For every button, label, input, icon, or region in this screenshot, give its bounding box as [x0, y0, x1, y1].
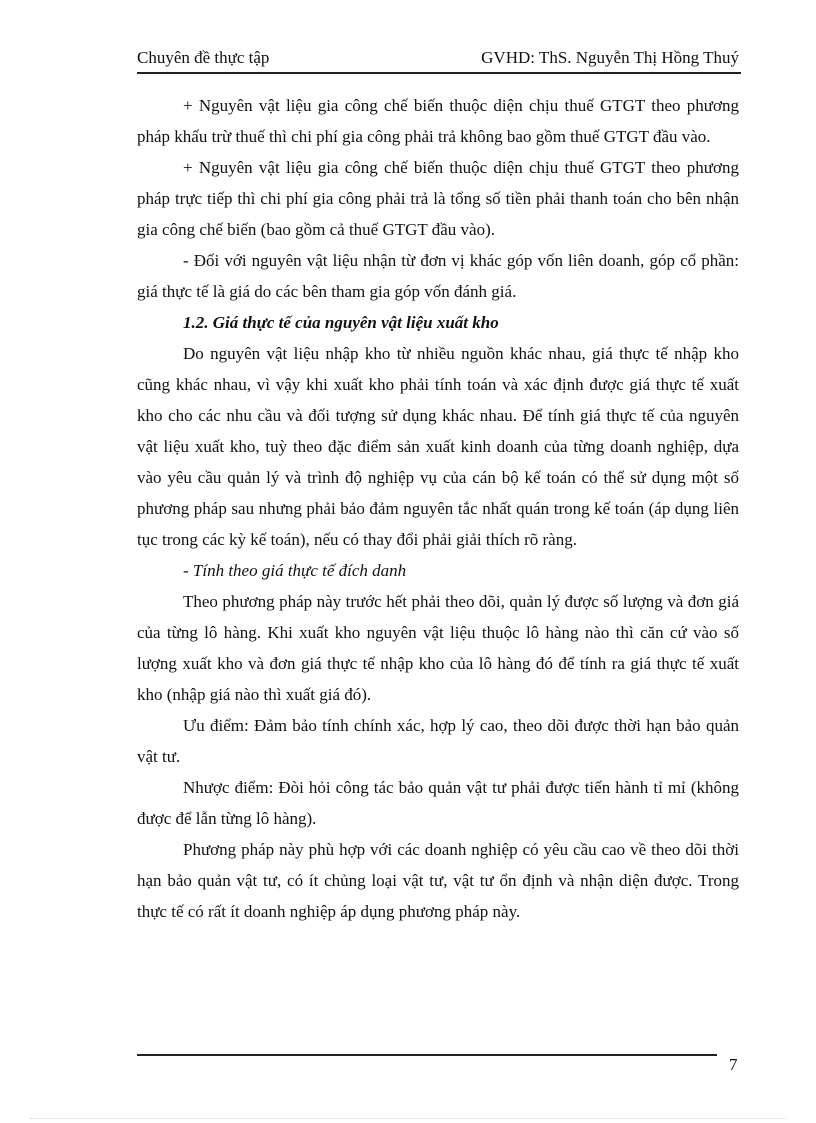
paragraph-applicability: Phương pháp này phù hợp với các doanh nghiệp có yêu cầu cao về theo dõi thời hạn bảo quản vật tư, có ít chủng loại vật tư, vật tư ổn định và nhận diện được. Trong thực tế có rất ít doanh nghiệp áp dụng phương pháp này.	[137, 840, 739, 921]
footer-divider	[137, 1054, 717, 1056]
page-header	[137, 48, 739, 72]
paragraph-disadvantages: Nhược điểm: Đòi hỏi công tác bảo quản vật tư phải được tiến hành tỉ mỉ (không được để lẫn từng lô hàng).	[137, 778, 739, 828]
header-title: Chuyên đề thực tập	[137, 48, 270, 67]
paragraph-joint-venture: - Đối với nguyên vật liệu nhận từ đơn vị khác góp vốn liên doanh, góp cổ phần: giá thực tế là giá do các bên tham gia góp vốn đánh giá.	[137, 251, 739, 301]
paragraph-method-description: Theo phương pháp này trước hết phải theo dõi, quản lý được số lượng và đơn giá của từng lô hàng. Khi xuất kho nguyên vật liệu thuộc lô hàng nào thì căn cứ vào số lượng xuất kho và đơn giá thực tế nhập kho của lô hàng đó để tính ra giá thực tế xuất kho (nhập giá nào thì xuất giá đó).	[137, 592, 739, 704]
page-number: 7	[729, 1055, 738, 1074]
section-heading: 1.2. Giá thực tế của nguyên vật liệu xuất kho	[183, 313, 499, 332]
paragraph-intro: Do nguyên vật liệu nhập kho từ nhiều nguồn khác nhau, giá thực tế nhập kho cũng khác nhau, vì vậy khi xuất kho phải tính toán và xác định được giá thực tế xuất kho cho các nhu cầu và đối tượng sử dụng khác nhau. Để tính giá thực tế của nguyên vật liệu xuất kho, tuỳ theo đặc điểm sản xuất kinh doanh của từng doanh nghiệp, dựa vào yêu cầu quản lý và trình độ nghiệp vụ của cán bộ kế toán có thể sử dụng một số phương pháp sau nhưng phải bảo đảm nguyên tắc nhất quán trong kế toán (áp dụng liên tục trong các kỳ kế toán), nếu có thay đổi phải giải thích rõ ràng.	[137, 344, 739, 549]
paragraph-deductible-method: + Nguyên vật liệu gia công chế biến thuộc diện chịu thuế GTGT theo phương pháp khấu trừ thuế thì chi phí gia công phải trả không bao gồm thuế GTGT đầu vào.	[137, 96, 739, 146]
header-divider	[137, 72, 741, 74]
header-supervisor: GVHD: ThS. Nguyễn Thị Hồng Thuý	[481, 48, 739, 67]
document-body	[137, 90, 739, 927]
paragraph-direct-method: + Nguyên vật liệu gia công chế biến thuộc diện chịu thuế GTGT theo phương pháp trực tiếp thì chi phí gia công phải trả là tổng số tiền phải thanh toán cho bên nhận gia công chế biến (bao gồm cả thuế GTGT đầu vào).	[137, 158, 739, 239]
page-bottom-border	[30, 1118, 786, 1119]
paragraph-advantages: Ưu điểm: Đảm bảo tính chính xác, hợp lý cao, theo dõi được thời hạn bảo quản vật tư.	[137, 716, 739, 766]
method-subheading: - Tính theo giá thực tế đích danh	[183, 561, 407, 580]
